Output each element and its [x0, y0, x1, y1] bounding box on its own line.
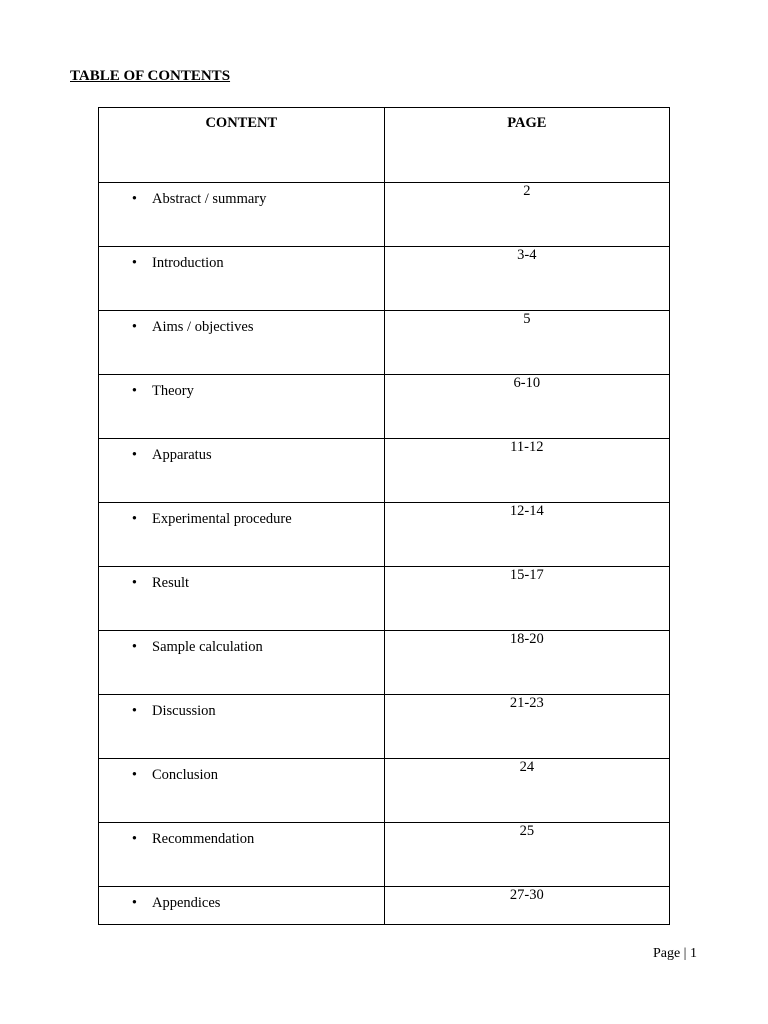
table-row: [99, 695, 670, 759]
toc-page-number: 24: [384, 759, 669, 823]
toc-table: [98, 107, 670, 925]
toc-entry: [99, 375, 384, 400]
bullet-icon: •: [131, 895, 137, 911]
toc-page-number: 15-17: [384, 567, 669, 631]
table-row: [99, 439, 670, 503]
toc-entry-cell: [99, 439, 385, 503]
toc-entry: [99, 247, 384, 272]
bullet-icon: •: [131, 831, 137, 847]
table-row: [99, 631, 670, 695]
toc-entry-cell: [99, 887, 385, 925]
table-row: [99, 887, 670, 925]
toc-page-number: 2: [384, 183, 669, 247]
toc-entry-label: Sample calculation: [152, 639, 263, 655]
table-row: [99, 311, 670, 375]
toc-entry-label: Theory: [152, 383, 194, 399]
bullet-icon: •: [131, 447, 137, 463]
bullet-icon: •: [131, 383, 137, 399]
toc-entry-cell: [99, 631, 385, 695]
bullet-icon: •: [131, 191, 137, 207]
toc-entry-label: Apparatus: [152, 447, 212, 463]
toc-entry-cell: [99, 759, 385, 823]
table-row: [99, 503, 670, 567]
toc-entry-cell: [99, 183, 385, 247]
toc-entry-label: Discussion: [152, 703, 216, 719]
toc-entry: [99, 631, 384, 656]
content-column-header: CONTENT: [99, 108, 385, 183]
toc-page-number: 27-30: [384, 887, 669, 925]
toc-entry: [99, 311, 384, 336]
toc-entry: [99, 439, 384, 464]
toc-entry-label: Experimental procedure: [152, 511, 292, 527]
toc-page-number: 11-12: [384, 439, 669, 503]
table-row: [99, 567, 670, 631]
page-column-header: PAGE: [384, 108, 669, 183]
table-row: [99, 375, 670, 439]
table-row: [99, 823, 670, 887]
bullet-icon: •: [131, 703, 137, 719]
toc-entry-label: Appendices: [152, 895, 221, 911]
toc-entry-cell: [99, 823, 385, 887]
toc-entry: [99, 183, 384, 208]
toc-page-number: 6-10: [384, 375, 669, 439]
toc-entry-cell: [99, 567, 385, 631]
toc-entry-cell: [99, 503, 385, 567]
toc-entry-cell: [99, 247, 385, 311]
toc-page-number: 18-20: [384, 631, 669, 695]
page-footer: Page | 1: [652, 946, 697, 961]
toc-entry: [99, 823, 384, 848]
toc-body: [99, 183, 670, 925]
table-row: [99, 247, 670, 311]
bullet-icon: •: [131, 575, 137, 591]
toc-page-number: 5: [384, 311, 669, 375]
bullet-icon: •: [131, 639, 137, 655]
toc-entry-label: Introduction: [152, 255, 224, 271]
table-row: [99, 183, 670, 247]
toc-entry-cell: [99, 695, 385, 759]
toc-entry-cell: [99, 311, 385, 375]
bullet-icon: •: [131, 255, 137, 271]
toc-page-number: 12-14: [384, 503, 669, 567]
toc-page-number: 21-23: [384, 695, 669, 759]
toc-entry: [99, 695, 384, 720]
toc-entry-label: Result: [152, 575, 190, 591]
bullet-icon: •: [131, 767, 137, 783]
toc-page-number: 25: [384, 823, 669, 887]
toc-page-number: 3-4: [384, 247, 669, 311]
toc-header-row: [99, 108, 670, 183]
toc-entry-label: Abstract / summary: [152, 191, 267, 207]
toc-title: TABLE OF CONTENTS: [70, 68, 231, 84]
toc-entry-label: Aims / objectives: [152, 319, 254, 335]
toc-entry-label: Recommendation: [152, 831, 255, 847]
toc-entry-cell: [99, 375, 385, 439]
toc-entry: [99, 759, 384, 784]
toc-entry: [99, 887, 384, 912]
toc-entry-label: Conclusion: [152, 767, 219, 783]
toc-entry: [99, 503, 384, 528]
bullet-icon: •: [131, 511, 137, 527]
toc-entry: [99, 567, 384, 592]
bullet-icon: •: [131, 319, 137, 335]
table-row: [99, 759, 670, 823]
